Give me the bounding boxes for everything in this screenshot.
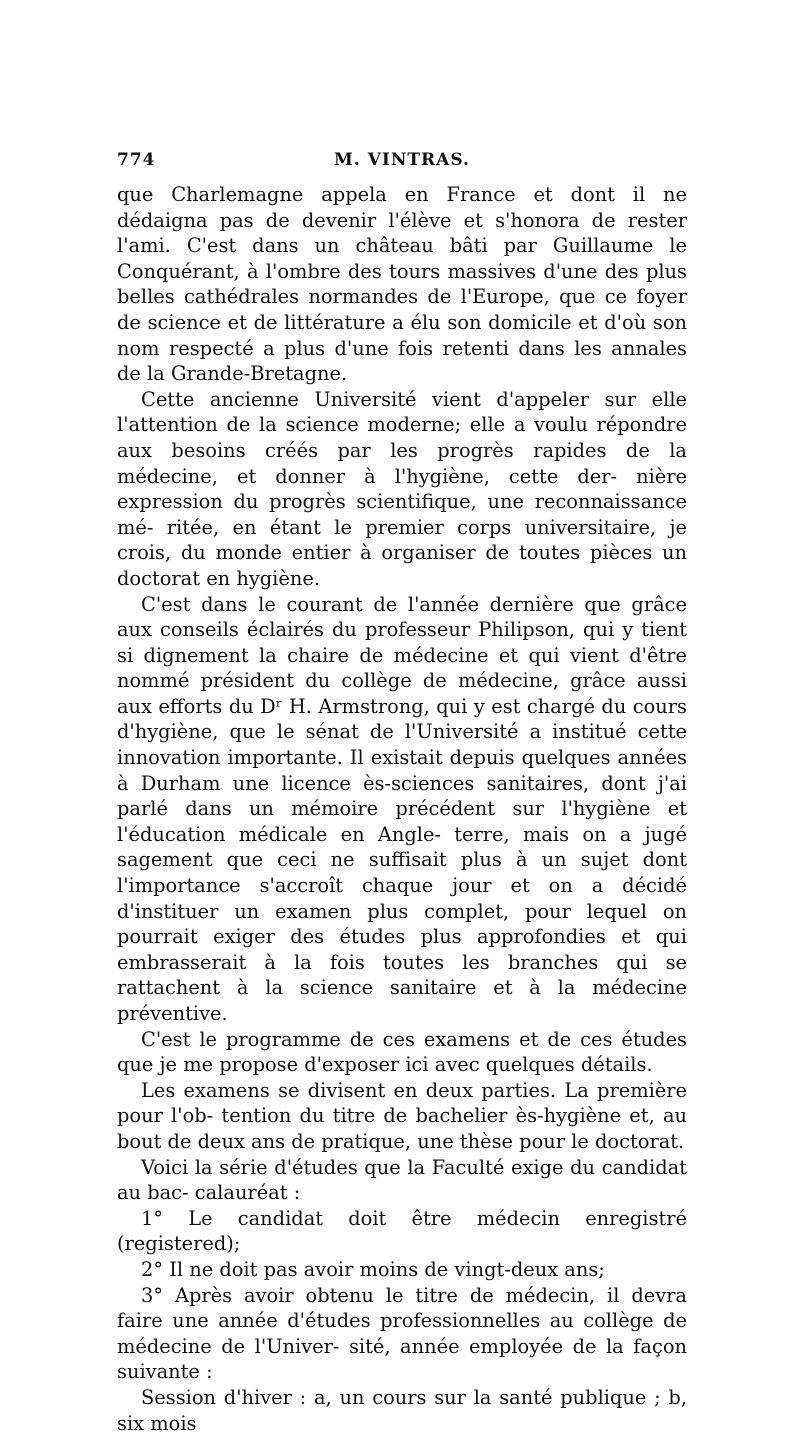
paragraph: Voici la série d'études que la Faculté exige du candidat au bac- calauréat : [117,1155,687,1205]
list-item: 2° Il ne doit pas avoir moins de vingt-deux ans; [141,1257,605,1281]
paragraph: Cette ancienne Université vient d'appeler sur elle l'attention de la science moderne; elle a voulu répondre aux besoins créés par les progrès rapides de la médecine, et donner à l'hygiène, cette der- nière expression du progrès scientifique, une reconnaissance mé- ritée, en étant le premier corps universitaire, je crois, du monde entier à organiser de toutes pièces un doctorat en hygiène. [117,387,687,590]
list-item: 3° Après avoir obtenu le titre de médecin, il devra faire une année d'études professionnelles au collège de médecine de l'Univer- sité, année employée de la façon suivante : [117,1283,687,1384]
paragraph: Session d'hiver : a, un cours sur la santé publique ; b, six mois [117,1385,687,1435]
body-text [117,182,687,1436]
paragraph: Les examens se divisent en deux parties. La première pour l'ob- tention du titre de bachelier ès-hygiène et, au bout de deux ans de pratique, une thèse pour le doctorat. [117,1078,687,1153]
page-number: 774 [117,150,156,170]
running-head [117,150,687,180]
paragraph: C'est le programme de ces examens et de ces études que je me propose d'exposer ici avec quelques détails. [117,1027,687,1077]
book-page [117,150,687,1436]
paragraph: C'est dans le courant de l'année dernière que grâce aux conseils éclairés du professeur Philipson, qui y tient si dignement la chaire de médecine et qui vient d'être nommé président du collège de médecine, grâce aussi aux efforts du Dʳ H. Armstrong, qui y est chargé du cours d'hygiène, que le sénat de l'Université a institué cette innovation importante. Il existait depuis quelques années à Durham une licence ès-sciences sanitaires, dont j'ai parlé dans un mémoire précédent sur l'hygiène et l'éducation médicale en Angle- terre, mais on a jugé sagement que ceci ne suffisait plus à un sujet dont l'importance s'accroît chaque jour et on a décidé d'instituer un examen plus complet, pour lequel on pourrait exiger des études plus approfondies et qui embrasserait à la fois toutes les branches qui se rattachent à la science sanitaire et à la médecine préventive. [117,592,687,1025]
list-item: 1° Le candidat doit être médecin enregistré (registered); [117,1206,687,1256]
paragraph-continuation: que Charlemagne appela en France et dont il ne dédaigna pas de devenir l'élève et s'honora de rester l'ami. C'est dans un château bâti par Guillaume le Conquérant, à l'ombre des tours massives d'une des plus belles cathédrales normandes de l'Europe, que ce foyer de science et de littérature a élu son domicile et d'où son nom respecté a plus d'une fois retenti dans les annales de la Grande-Bretagne. [117,183,687,386]
running-title: M. VINTRAS. [334,150,470,170]
